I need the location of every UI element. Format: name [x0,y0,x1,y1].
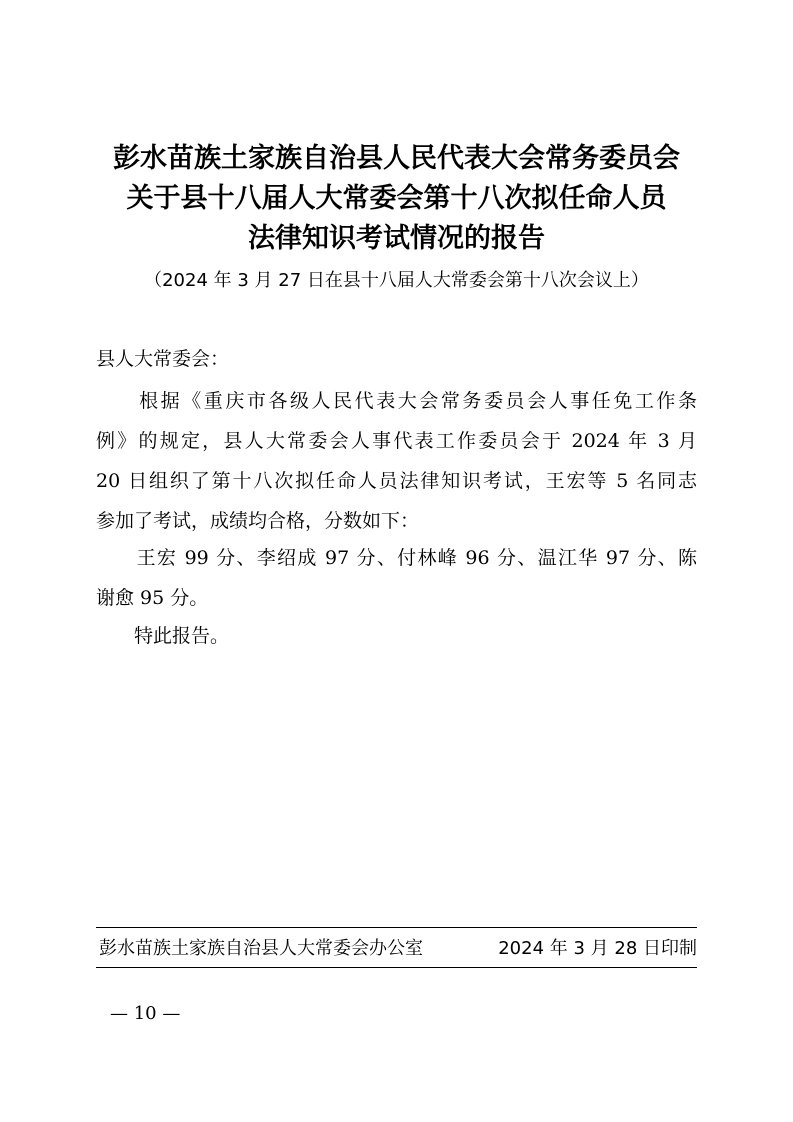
footer-bottom-rule [96,967,697,968]
salutation: 县人大常委会： [96,348,230,370]
footer-print-date: 2024 年 3 月 28 日印制 [498,938,697,959]
paragraph-1-line-1: 根据《重庆市各级人民代表大会常务委员会人事任免工作条 [96,390,697,412]
report-subtitle: （2024 年 3 月 27 日在县十八届人大常委会第十八次会议上） [144,270,649,291]
scores-line-2: 谢愈 95 分。 [96,587,209,609]
report-title-line-1: 彭水苗族土家族自治县人民代表大会常务委员会 [113,143,680,174]
report-title-line-2: 关于县十八届人大常委会第十八次拟任命人员 [126,183,667,214]
footer-organization: 彭水苗族土家族自治县人大常委会办公室 [99,938,423,959]
paragraph-1-line-2: 例》的规定，县人大常委会人事代表工作委员会于 2024 年 3 月 [96,430,697,452]
closing-line: 特此报告。 [96,625,230,647]
report-title-line-3: 法律知识考试情况的报告 [248,223,545,254]
paragraph-1-line-3: 20 日组织了第十八次拟任命人员法律知识考试，王宏等 5 名同志 [96,470,697,492]
page-number: — 10 — [110,1003,181,1024]
paragraph-1-line-4: 参加了考试，成绩均合格，分数如下： [96,510,420,532]
footer-top-rule [96,927,697,928]
scores-line-1: 王宏 99 分、李绍成 97 分、付林峰 96 分、温江华 97 分、陈 [96,547,697,569]
